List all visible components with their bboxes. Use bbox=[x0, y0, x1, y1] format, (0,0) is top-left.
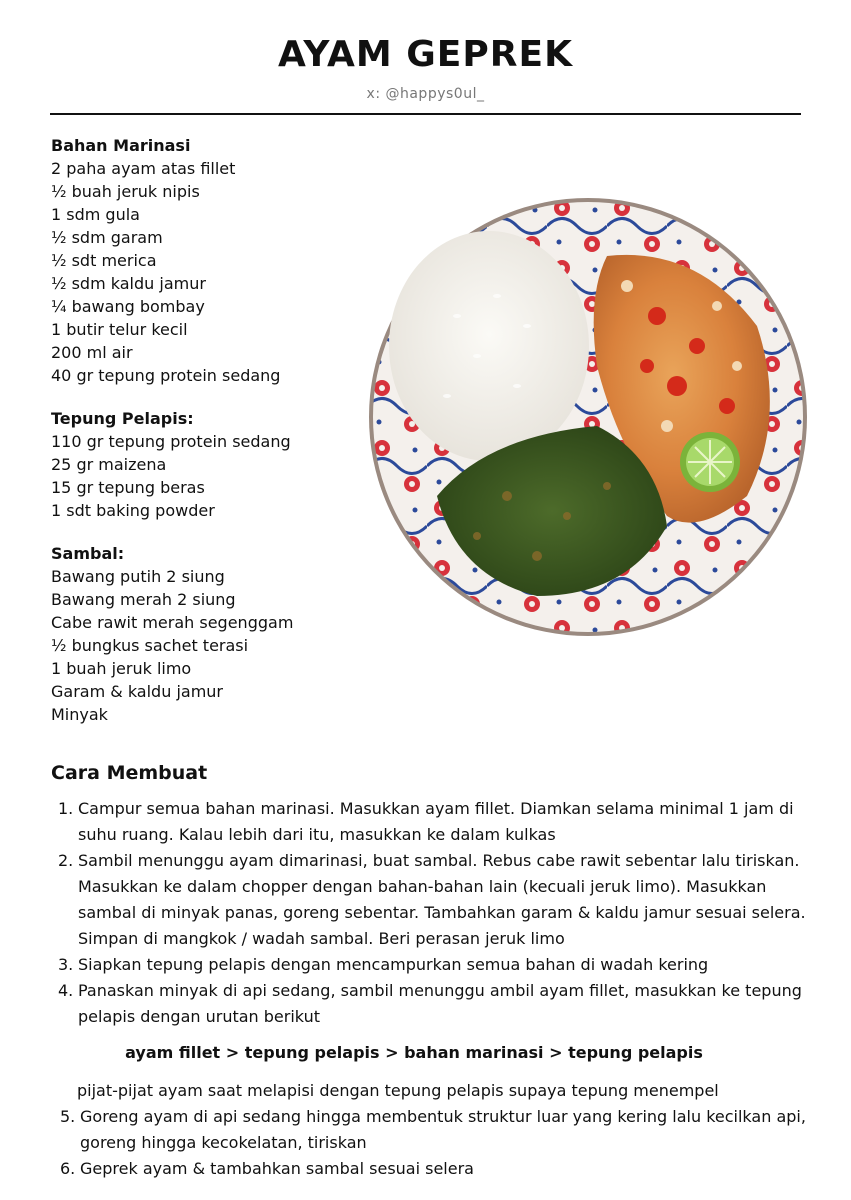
method-step bbox=[60, 1104, 828, 1156]
step-number: 2. bbox=[58, 851, 74, 870]
ingredient-item: ½ sdm garam bbox=[51, 228, 163, 247]
steps-list-after bbox=[58, 1104, 828, 1182]
method-step bbox=[58, 796, 828, 848]
step-text: Campur semua bahan marinasi. Masukkan ayam fillet. Diamkan selama minimal 1 jam di suhu ruang. Kalau lebih dari itu, masukkan ke dalam kulkas bbox=[78, 799, 794, 844]
coating-note: pijat-pijat ayam saat melapisi dengan tepung pelapis supaya tepung menempel bbox=[77, 1081, 719, 1100]
marinasi-section bbox=[51, 134, 371, 387]
ingredient-item: ½ buah jeruk nipis bbox=[51, 182, 200, 201]
dish-photo bbox=[367, 196, 809, 638]
method-steps bbox=[58, 796, 828, 1182]
sambal-title: Sambal: bbox=[51, 544, 125, 563]
ingredient-item: 15 gr tepung beras bbox=[51, 478, 205, 497]
step-text: Sambil menunggu ayam dimarinasi, buat sambal. Rebus cabe rawit sebentar lalu tiriskan. Masukkan ke dalam chopper dengan bahan-bahan lain (kecuali jeruk limo). Masukkan sambal di minyak panas, goreng sebentar. Tambahkan garam & kaldu jamur sesuai selera. Simpan di mangkok / wadah sambal. Beri perasan jeruk limo bbox=[78, 851, 806, 948]
ingredient-item: 1 butir telur kecil bbox=[51, 320, 188, 339]
ingredients-column bbox=[51, 134, 371, 746]
ingredient-item: 2 paha ayam atas fillet bbox=[51, 159, 236, 178]
step-text: Geprek ayam & tambahkan sambal sesuai selera bbox=[80, 1159, 474, 1178]
method-step bbox=[60, 1156, 828, 1182]
ingredient-item: ½ sdt merica bbox=[51, 251, 157, 270]
ingredient-item: 200 ml air bbox=[51, 343, 133, 362]
method-step bbox=[58, 952, 828, 978]
step-number: 3. bbox=[58, 955, 74, 974]
ingredient-item: Minyak bbox=[51, 705, 108, 724]
step-text: Panaskan minyak di api sedang, sambil menunggu ambil ayam fillet, masukkan ke tepung pelapis dengan urutan berikut bbox=[78, 981, 802, 1026]
method-step bbox=[58, 978, 828, 1030]
sambal-list bbox=[51, 565, 371, 726]
marinasi-list bbox=[51, 157, 371, 387]
step-text: Goreng ayam di api sedang hingga membentuk struktur luar yang kering lalu kecilkan api, goreng hingga kecokelatan, tiriskan bbox=[80, 1107, 806, 1152]
ingredient-item: Cabe rawit merah segenggam bbox=[51, 613, 294, 632]
title-divider bbox=[50, 113, 801, 115]
ingredient-item: Bawang putih 2 siung bbox=[51, 567, 225, 586]
ingredient-item: 1 sdm gula bbox=[51, 205, 140, 224]
ingredient-item: ½ bungkus sachet terasi bbox=[51, 636, 249, 655]
step-number: 6. bbox=[60, 1159, 76, 1178]
ingredient-item: ½ sdm kaldu jamur bbox=[51, 274, 206, 293]
rice bbox=[389, 231, 589, 461]
ingredient-item: 25 gr maizena bbox=[51, 455, 167, 474]
method-step bbox=[58, 848, 828, 952]
ingredient-item: ¼ bawang bombay bbox=[51, 297, 205, 316]
steps-list bbox=[58, 796, 828, 1030]
plate-illustration bbox=[367, 196, 809, 638]
author-handle: x: @happys0ul_ bbox=[366, 86, 485, 102]
ingredient-item: 1 sdt baking powder bbox=[51, 501, 215, 520]
step-text: Siapkan tepung pelapis dengan mencampurkan semua bahan di wadah kering bbox=[78, 955, 709, 974]
ingredient-item: 110 gr tepung protein sedang bbox=[51, 432, 291, 451]
step-number: 4. bbox=[58, 981, 74, 1000]
coating-flow: ayam fillet > tepung pelapis > bahan marinasi > tepung pelapis bbox=[125, 1043, 703, 1062]
sambal-section bbox=[51, 542, 371, 726]
ingredient-item: 40 gr tepung protein sedang bbox=[51, 366, 281, 385]
pelapis-section bbox=[51, 407, 371, 522]
ingredient-item: Garam & kaldu jamur bbox=[51, 682, 223, 701]
step-number: 5. bbox=[60, 1107, 76, 1126]
step-number: 1. bbox=[58, 799, 74, 818]
pelapis-title: Tepung Pelapis: bbox=[51, 409, 194, 428]
page-title: AYAM GEPREK bbox=[278, 34, 573, 75]
ingredient-item: 1 buah jeruk limo bbox=[51, 659, 192, 678]
method-title: Cara Membuat bbox=[51, 762, 208, 784]
marinasi-title: Bahan Marinasi bbox=[51, 136, 191, 155]
ingredient-item: Bawang merah 2 siung bbox=[51, 590, 236, 609]
pelapis-list bbox=[51, 430, 371, 522]
